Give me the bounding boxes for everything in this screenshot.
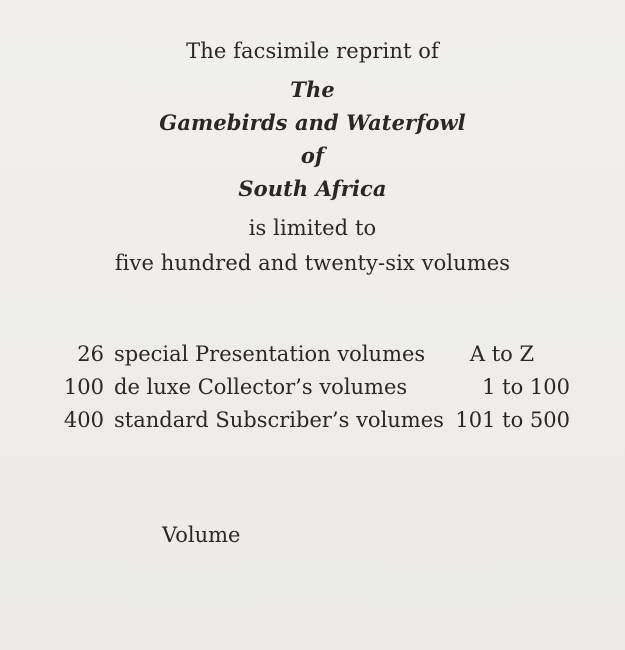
title-the: The xyxy=(290,77,335,102)
edition-description: de luxe Collector’s volumes xyxy=(114,375,408,399)
edition-description: standard Subscriber’s volumes xyxy=(114,408,444,432)
book-title: Gamebirds and Waterfowl xyxy=(159,110,466,135)
title-of: of xyxy=(300,143,325,168)
edition-range: A to Z xyxy=(469,342,535,366)
volume-count-line: five hundred and twenty-six volumes xyxy=(114,251,511,275)
edition-range: 101 to 500 xyxy=(455,408,570,432)
edition-count: 400 xyxy=(63,408,104,432)
edition-range: 1 to 100 xyxy=(482,375,570,399)
edition-description: special Presentation volumes xyxy=(114,342,426,366)
edition-count: 26 xyxy=(77,342,104,366)
intro-line: The facsimile reprint of xyxy=(186,39,439,63)
edition-row xyxy=(0,374,625,400)
edition-count: 100 xyxy=(63,375,104,399)
limited-line: is limited to xyxy=(248,216,377,240)
edition-row xyxy=(0,407,625,433)
volume-label: Volume xyxy=(162,523,241,547)
title-place: South Africa xyxy=(238,176,387,201)
edition-row xyxy=(0,341,625,367)
